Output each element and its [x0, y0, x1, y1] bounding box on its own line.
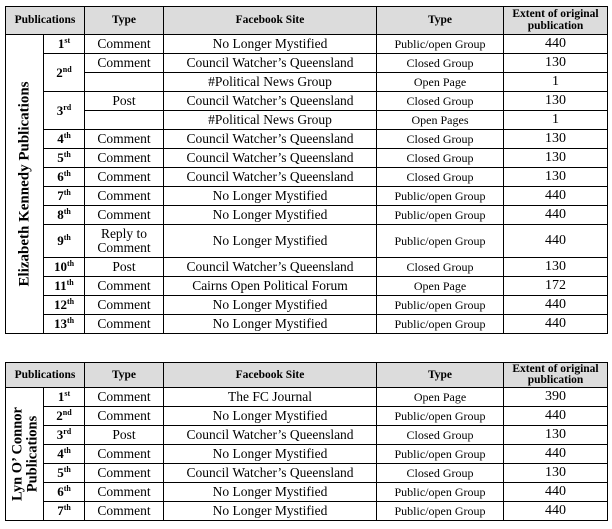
post-type: Comment [85, 35, 164, 54]
group-type: Public/open Group [377, 296, 504, 315]
extent-value: 130 [504, 54, 608, 73]
facebook-site: No Longer Mystified [164, 483, 377, 502]
table-row [6, 168, 608, 187]
table-row [6, 258, 608, 277]
post-type: Comment [85, 483, 164, 502]
facebook-site: No Longer Mystified [164, 206, 377, 225]
extent-value: 440 [504, 502, 608, 521]
extent-value: 130 [504, 130, 608, 149]
extent-value: 440 [504, 206, 608, 225]
post-type: Comment [85, 168, 164, 187]
group-type: Public/open Group [377, 483, 504, 502]
group-type: Closed Group [377, 426, 504, 445]
table-row [6, 483, 608, 502]
extent-value: 440 [504, 315, 608, 334]
extent-value: 130 [504, 426, 608, 445]
post-type: Comment [85, 206, 164, 225]
extent-value: 130 [504, 258, 608, 277]
table-row [6, 502, 608, 521]
facebook-site: No Longer Mystified [164, 225, 377, 258]
post-type [85, 111, 164, 130]
facebook-site: Council Watcher’s Queensland [164, 54, 377, 73]
table-row [6, 187, 608, 206]
table-row [6, 130, 608, 149]
publication-number: 5th [44, 149, 85, 168]
publication-number: 6th [44, 168, 85, 187]
publication-number: 4th [44, 130, 85, 149]
group-type: Closed Group [377, 464, 504, 483]
group-type: Open Page [377, 388, 504, 407]
table-row [6, 277, 608, 296]
group-type: Public/open Group [377, 225, 504, 258]
header-type: Type [85, 7, 164, 35]
facebook-site: Council Watcher’s Queensland [164, 130, 377, 149]
publisher-label: Elizabeth Kennedy Publications [16, 81, 32, 287]
group-type: Public/open Group [377, 187, 504, 206]
facebook-site: The FC Journal [164, 388, 377, 407]
post-type: Comment [85, 388, 164, 407]
table-row [6, 206, 608, 225]
header-extent: Extent of original publication [504, 363, 608, 388]
table-row [6, 73, 608, 92]
table-row [6, 445, 608, 464]
table-row [6, 296, 608, 315]
header-group-type: Type [377, 7, 504, 35]
group-type: Public/open Group [377, 206, 504, 225]
publication-number: 6th [44, 483, 85, 502]
facebook-site: No Longer Mystified [164, 296, 377, 315]
group-type: Open Page [377, 277, 504, 296]
header-extent: Extent of original publication [504, 7, 608, 35]
facebook-site: No Longer Mystified [164, 407, 377, 426]
extent-value: 390 [504, 388, 608, 407]
header-facebook-site: Facebook Site [164, 7, 377, 35]
extent-value: 440 [504, 225, 608, 258]
publication-number: 2nd [44, 54, 85, 92]
group-type: Open Page [377, 73, 504, 92]
post-type: Comment [85, 187, 164, 206]
facebook-site: Cairns Open Political Forum [164, 277, 377, 296]
header-type: Type [85, 363, 164, 388]
publisher-label-cell [6, 35, 44, 334]
extent-value: 440 [504, 296, 608, 315]
header-row [6, 7, 608, 35]
group-type: Public/open Group [377, 315, 504, 334]
post-type: Comment [85, 502, 164, 521]
table-row [6, 149, 608, 168]
extent-value: 1 [504, 73, 608, 92]
post-type: Post [85, 258, 164, 277]
extent-value: 440 [504, 445, 608, 464]
publication-number: 9th [44, 225, 85, 258]
publication-number: 1st [44, 35, 85, 54]
publication-number: 7th [44, 187, 85, 206]
publication-number: 7th [44, 502, 85, 521]
lyn-oconnor-publications-table [5, 362, 608, 521]
facebook-site: #Political News Group [164, 73, 377, 92]
facebook-site: Council Watcher’s Queensland [164, 168, 377, 187]
extent-value: 130 [504, 464, 608, 483]
publication-number: 11th [44, 277, 85, 296]
header-facebook-site: Facebook Site [164, 363, 377, 388]
group-type: Public/open Group [377, 407, 504, 426]
header-group-type: Type [377, 363, 504, 388]
post-type: Comment [85, 296, 164, 315]
publication-number: 3rd [44, 92, 85, 130]
facebook-site: No Longer Mystified [164, 187, 377, 206]
post-type: Post [85, 426, 164, 445]
post-type: Reply to Comment [85, 225, 164, 258]
table-row [6, 315, 608, 334]
extent-value: 130 [504, 92, 608, 111]
publication-number: 4th [44, 445, 85, 464]
table-row [6, 388, 608, 407]
publication-number: 12th [44, 296, 85, 315]
publisher-label-cell [6, 388, 44, 521]
group-type: Public/open Group [377, 35, 504, 54]
post-type: Comment [85, 149, 164, 168]
facebook-site: Council Watcher’s Queensland [164, 149, 377, 168]
extent-value: 440 [504, 407, 608, 426]
facebook-site: Council Watcher’s Queensland [164, 258, 377, 277]
table-row [6, 111, 608, 130]
group-type: Closed Group [377, 130, 504, 149]
table-row [6, 464, 608, 483]
post-type: Comment [85, 445, 164, 464]
table-row [6, 54, 608, 73]
table-row [6, 407, 608, 426]
post-type: Post [85, 92, 164, 111]
extent-value: 440 [504, 187, 608, 206]
facebook-site: Council Watcher’s Queensland [164, 464, 377, 483]
publication-number: 10th [44, 258, 85, 277]
facebook-site: No Longer Mystified [164, 445, 377, 464]
facebook-site: Council Watcher’s Queensland [164, 426, 377, 445]
group-type: Closed Group [377, 168, 504, 187]
elizabeth-kennedy-publications-table [5, 6, 608, 334]
extent-value: 130 [504, 149, 608, 168]
header-row [6, 363, 608, 388]
facebook-site: No Longer Mystified [164, 502, 377, 521]
group-type: Closed Group [377, 149, 504, 168]
facebook-site: No Longer Mystified [164, 35, 377, 54]
group-type: Closed Group [377, 92, 504, 111]
extent-value: 440 [504, 35, 608, 54]
extent-value: 172 [504, 277, 608, 296]
table-row [6, 225, 608, 258]
publication-number: 3rd [44, 426, 85, 445]
facebook-site: No Longer Mystified [164, 315, 377, 334]
post-type: Comment [85, 130, 164, 149]
group-type: Public/open Group [377, 502, 504, 521]
publication-number: 13th [44, 315, 85, 334]
group-type: Open Pages [377, 111, 504, 130]
post-type: Comment [85, 54, 164, 73]
publication-number: 5th [44, 464, 85, 483]
publisher-label: Lyn O’ Connor Publications [9, 406, 40, 502]
header-publications: Publications [6, 363, 85, 388]
facebook-site: Council Watcher’s Queensland [164, 92, 377, 111]
extent-value: 130 [504, 168, 608, 187]
post-type: Comment [85, 407, 164, 426]
publication-number: 1st [44, 388, 85, 407]
header-publications: Publications [6, 7, 85, 35]
extent-value: 1 [504, 111, 608, 130]
facebook-site: #Political News Group [164, 111, 377, 130]
publication-number: 2nd [44, 407, 85, 426]
post-type: Comment [85, 277, 164, 296]
table-row [6, 426, 608, 445]
post-type [85, 73, 164, 92]
group-type: Public/open Group [377, 445, 504, 464]
post-type: Comment [85, 464, 164, 483]
publication-number: 8th [44, 206, 85, 225]
group-type: Closed Group [377, 258, 504, 277]
group-type: Closed Group [377, 54, 504, 73]
table-row [6, 92, 608, 111]
post-type: Comment [85, 315, 164, 334]
extent-value: 440 [504, 483, 608, 502]
table-row [6, 35, 608, 54]
